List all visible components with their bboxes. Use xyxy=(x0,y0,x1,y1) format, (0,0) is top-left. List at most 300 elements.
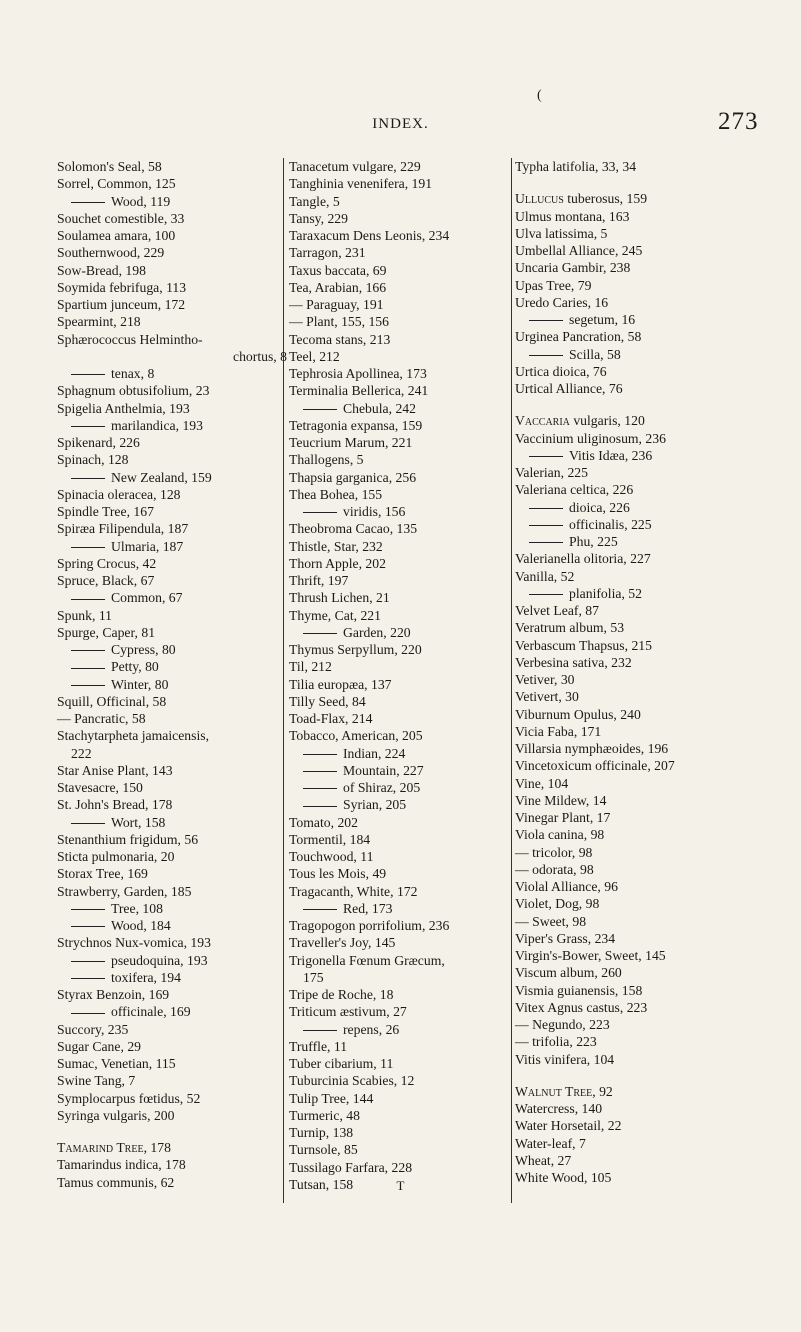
index-entry xyxy=(57,1055,287,1072)
entry-text: tenax, 8 xyxy=(111,366,155,381)
entry-text: Teel, 212 xyxy=(289,348,340,364)
entry-text: — Sweet, 98 xyxy=(515,913,587,929)
entry-text: Thorn Apple, 202 xyxy=(289,555,386,571)
entry-text: Ulva latissima, 5 xyxy=(515,225,608,241)
index-entry xyxy=(289,417,517,434)
entry-text: viridis, 156 xyxy=(343,504,406,519)
index-entry xyxy=(57,607,287,624)
ditto-dash xyxy=(71,685,105,686)
entry-text: Red, 173 xyxy=(343,900,393,916)
index-entry xyxy=(57,227,287,244)
entry-text: Watercress, 140 xyxy=(515,1101,603,1116)
entry-text: Spindle Tree, 167 xyxy=(57,504,154,519)
index-entry xyxy=(289,969,517,986)
ditto-dash xyxy=(303,909,337,910)
entry-text: officinale, 169 xyxy=(111,1004,191,1020)
entry-text: Tecoma stans, 213 xyxy=(289,331,391,347)
index-entry xyxy=(515,1100,745,1117)
entry-text: Spiræa Filipendula, 187 xyxy=(57,521,189,537)
entry-text: Spartium junceum, 172 xyxy=(57,297,186,312)
index-entry xyxy=(289,520,517,537)
entry-text: Common, 67 xyxy=(111,590,183,606)
entry-text: Ulmus montana, 163 xyxy=(515,208,630,224)
index-entry xyxy=(57,624,287,641)
page-mark: ( xyxy=(537,88,542,103)
index-entry xyxy=(515,1117,745,1134)
index-entry xyxy=(515,412,745,429)
entry-text: Squill, Officinal, 58 xyxy=(57,693,167,709)
entry-text: Tree, 108 xyxy=(111,900,163,916)
ditto-dash xyxy=(303,806,337,807)
ditto-dash xyxy=(71,961,105,962)
entry-text: Teucrium Marum, 221 xyxy=(289,435,413,450)
index-entry xyxy=(289,952,517,969)
ditto-dash xyxy=(71,202,105,203)
index-entry xyxy=(57,1003,287,1020)
index-entry xyxy=(57,969,287,986)
entry-text: Uncaria Gambir, 238 xyxy=(515,260,631,276)
index-entry xyxy=(289,262,517,279)
index-entry xyxy=(57,1090,287,1107)
entry-text: Valerian, 225 xyxy=(515,465,588,480)
entry-text: Terminalia Bellerica, 241 xyxy=(289,383,429,399)
index-entry xyxy=(57,279,287,296)
index-entry xyxy=(57,727,287,744)
index-entry xyxy=(515,190,745,207)
ditto-dash xyxy=(303,1030,337,1031)
index-entry xyxy=(515,225,745,242)
index-entry xyxy=(57,365,287,382)
ditto-dash xyxy=(529,525,563,526)
index-entry xyxy=(57,693,287,710)
entry-text: Tilly Seed, 84 xyxy=(289,693,366,709)
entry-text: Vismia guianensis, 158 xyxy=(515,982,643,998)
index-entry xyxy=(515,964,745,981)
index-entry xyxy=(289,296,517,313)
entry-text: Verbesina sativa, 232 xyxy=(515,654,632,670)
index-entry xyxy=(57,193,287,210)
index-entry xyxy=(57,313,287,330)
index-entry xyxy=(515,809,745,826)
index-entry xyxy=(289,727,517,744)
index-entry xyxy=(57,244,287,261)
index-entry xyxy=(57,175,287,192)
index-entry xyxy=(57,779,287,796)
entry-text: Traveller's Joy, 145 xyxy=(289,935,396,951)
index-entry xyxy=(57,348,287,365)
entry-text: Tanghinia venenifera, 191 xyxy=(289,176,433,192)
index-entry xyxy=(57,1038,287,1055)
ditto-dash xyxy=(71,650,105,651)
index-entry xyxy=(289,193,517,210)
entry-text: Spinach, 128 xyxy=(57,452,129,468)
index-entry xyxy=(289,313,517,330)
index-entry xyxy=(289,986,517,1003)
entry-text: Spigelia Anthelmia, 193 xyxy=(57,400,190,416)
entry-text: Triticum æstivum, 27 xyxy=(289,1004,407,1020)
ditto-dash xyxy=(71,823,105,824)
index-entry xyxy=(289,365,517,382)
entry-text: , 92 xyxy=(592,1083,613,1099)
entry-text: marilandica, 193 xyxy=(111,417,203,433)
index-entry xyxy=(515,895,745,912)
entry-text: Tous les Mois, 49 xyxy=(289,866,387,882)
entry-text: Turnip, 138 xyxy=(289,1125,354,1140)
index-entry xyxy=(289,624,517,641)
index-entry xyxy=(57,486,287,503)
index-entry xyxy=(289,227,517,244)
index-entry xyxy=(289,710,517,727)
entry-text: Turnsole, 85 xyxy=(289,1142,358,1158)
ditto-dash xyxy=(71,599,105,600)
entry-text: Thrift, 197 xyxy=(289,573,349,588)
ditto-dash xyxy=(71,374,105,375)
entry-text: Mountain, 227 xyxy=(343,762,424,778)
index-entry xyxy=(515,294,745,311)
entry-text: Ulmaria, 187 xyxy=(111,538,184,554)
page-title: INDEX. xyxy=(372,116,429,132)
index-entry xyxy=(57,883,287,900)
ditto-dash xyxy=(303,771,337,772)
entry-text: Vine, 104 xyxy=(515,775,569,791)
entry-text: Tarragon, 231 xyxy=(289,245,366,261)
entry-text: Sow-Bread, 198 xyxy=(57,262,146,278)
index-entry xyxy=(57,538,287,555)
entry-text: St. John's Bread, 178 xyxy=(57,797,173,813)
index-entry xyxy=(289,572,517,589)
index-entry xyxy=(289,1141,517,1158)
entry-text: Sugar Cane, 29 xyxy=(57,1038,142,1054)
entry-text: Thyme, Cat, 221 xyxy=(289,607,381,623)
entry-text: Trigonella Fœnum Græcum, xyxy=(289,952,445,968)
index-entry xyxy=(57,382,287,399)
entry-text: Veratrum album, 53 xyxy=(515,620,625,636)
index-entry xyxy=(289,865,517,882)
ditto-dash xyxy=(529,320,563,321)
entry-text: Vinegar Plant, 17 xyxy=(515,810,611,825)
index-entry xyxy=(289,658,517,675)
index-entry xyxy=(57,400,287,417)
entry-text: Wheat, 27 xyxy=(515,1152,572,1168)
index-entry xyxy=(289,848,517,865)
entry-text: Thrush Lichen, 21 xyxy=(289,590,390,606)
entry-text: Sphærococcus Helmintho- xyxy=(57,331,203,347)
entry-text: Tripe de Roche, 18 xyxy=(289,987,394,1002)
entry-text: Tea, Arabian, 166 xyxy=(289,279,387,295)
index-entry xyxy=(289,814,517,831)
entry-text: Phu, 225 xyxy=(569,534,618,549)
index-entry xyxy=(289,469,517,486)
entry-text: Sphagnum obtusifolium, 23 xyxy=(57,383,210,399)
index-entry xyxy=(515,328,745,345)
entry-text: Syringa vulgaris, 200 xyxy=(57,1107,175,1123)
index-entry xyxy=(515,826,745,843)
entry-text: Violal Alliance, 96 xyxy=(515,879,618,894)
ditto-dash xyxy=(303,754,337,755)
entry-text: Sumac, Venetian, 115 xyxy=(57,1056,176,1071)
index-entry xyxy=(515,568,745,585)
entry-text: Urginea Pancration, 58 xyxy=(515,329,642,345)
entry-text: Winter, 80 xyxy=(111,676,169,692)
index-entry xyxy=(289,503,517,520)
index-entry xyxy=(57,331,287,348)
entry-text: Umbellal Alliance, 245 xyxy=(515,243,643,258)
index-entry xyxy=(515,637,745,654)
index-entry xyxy=(515,277,745,294)
entry-text: Indian, 224 xyxy=(343,745,406,761)
index-entry xyxy=(57,641,287,658)
entry-text: of Shiraz, 205 xyxy=(343,780,421,795)
entry-text: Til, 212 xyxy=(289,659,332,675)
index-entry xyxy=(289,589,517,606)
entry-text: Thymus Serpyllum, 220 xyxy=(289,642,422,657)
ditto-dash xyxy=(529,456,563,457)
index-entry xyxy=(515,533,745,550)
entry-text: Tomato, 202 xyxy=(289,814,358,830)
index-entry xyxy=(515,481,745,498)
entry-text: Tansy, 229 xyxy=(289,210,348,226)
entry-text: Sorrel, Common, 125 xyxy=(57,176,176,192)
entry-text: Tobacco, American, 205 xyxy=(289,728,423,744)
entry-text: Spikenard, 226 xyxy=(57,435,140,450)
index-entry xyxy=(515,602,745,619)
entry-text: Viola canina, 98 xyxy=(515,827,605,843)
entry-text: — Plant, 155, 156 xyxy=(289,314,389,330)
index-entry xyxy=(57,900,287,917)
index-entry xyxy=(57,520,287,537)
index-entry xyxy=(289,331,517,348)
index-entry xyxy=(289,745,517,762)
index-entry xyxy=(515,999,745,1016)
entry-text: Tormentil, 184 xyxy=(289,831,371,847)
index-entry xyxy=(289,175,517,192)
index-entry xyxy=(515,585,745,602)
entry-text: Taxus baccata, 69 xyxy=(289,262,387,278)
entry-text: Vicia Faba, 171 xyxy=(515,723,602,739)
index-entry xyxy=(515,158,745,175)
entry-text: Styrax Benzoin, 169 xyxy=(57,987,170,1002)
index-entry xyxy=(57,1139,287,1156)
entry-text: Tilia europæa, 137 xyxy=(289,676,392,692)
entry-text: tuberosus, 159 xyxy=(563,191,648,207)
entry-text: Water-leaf, 7 xyxy=(515,1135,586,1151)
entry-text: officinalis, 225 xyxy=(569,516,652,532)
index-entry xyxy=(57,917,287,934)
entry-text: Truffle, 11 xyxy=(289,1038,348,1054)
index-entry xyxy=(515,947,745,964)
index-column-1 xyxy=(57,158,287,1191)
entry-text: Vitis vinifera, 104 xyxy=(515,1051,615,1067)
entry-text: Scilla, 58 xyxy=(569,346,621,362)
index-entry xyxy=(289,158,517,175)
entry-text: Thallogens, 5 xyxy=(289,452,364,468)
entry-text: Soulamea amara, 100 xyxy=(57,228,176,243)
entry-text: Valerianella olitoria, 227 xyxy=(515,551,651,567)
index-entry xyxy=(57,451,287,468)
index-entry xyxy=(57,865,287,882)
entry-text: Thapsia garganica, 256 xyxy=(289,469,417,485)
ditto-dash xyxy=(71,1013,105,1014)
index-entry xyxy=(289,1159,517,1176)
ditto-dash xyxy=(71,668,105,669)
index-entry xyxy=(57,158,287,175)
ditto-dash xyxy=(71,547,105,548)
entry-text: Tamus communis, 62 xyxy=(57,1174,175,1190)
index-entry xyxy=(515,363,745,380)
entry-text: Tangle, 5 xyxy=(289,193,340,209)
ditto-dash xyxy=(71,926,105,927)
index-entry xyxy=(57,814,287,831)
entry-text: Vine Mildew, 14 xyxy=(515,792,607,808)
entry-text: Garden, 220 xyxy=(343,624,411,640)
index-entry xyxy=(289,555,517,572)
entry-text: Stavesacre, 150 xyxy=(57,780,143,795)
index-entry xyxy=(57,434,287,451)
entry-text: Touchwood, 11 xyxy=(289,849,374,864)
index-entry xyxy=(289,641,517,658)
entry-text: Strychnos Nux-vomica, 193 xyxy=(57,935,211,951)
entry-text: Spruce, Black, 67 xyxy=(57,573,155,588)
entry-text: Spearmint, 218 xyxy=(57,314,141,330)
index-entry xyxy=(515,844,745,861)
index-entry xyxy=(515,346,745,363)
index-entry xyxy=(57,1021,287,1038)
ditto-dash xyxy=(529,355,563,356)
index-entry xyxy=(57,658,287,675)
index-column-2 xyxy=(289,158,517,1193)
entry-text: Wood, 119 xyxy=(111,193,171,209)
index-entry xyxy=(57,745,287,762)
entry-text: , 178 xyxy=(143,1140,171,1155)
entry-text: Water Horsetail, 22 xyxy=(515,1118,622,1134)
entry-text: Vitis Idæa, 236 xyxy=(569,447,653,463)
ditto-dash xyxy=(529,594,563,595)
index-entry xyxy=(289,676,517,693)
entry-text: Swine Tang, 7 xyxy=(57,1073,136,1089)
entry-text: Urtical Alliance, 76 xyxy=(515,381,623,396)
entry-heading: Tamarind Tree xyxy=(57,1140,144,1155)
index-entry xyxy=(515,1152,745,1169)
entry-text: Syrian, 205 xyxy=(343,797,407,813)
entry-text: toxifera, 194 xyxy=(111,969,181,985)
signature-mark: T xyxy=(396,1178,405,1193)
entry-text: Spunk, 11 xyxy=(57,607,113,623)
ditto-dash xyxy=(303,788,337,789)
index-entry xyxy=(289,434,517,451)
index-entry xyxy=(515,1016,745,1033)
entry-text: Cypress, 80 xyxy=(111,642,176,657)
entry-heading: Vaccaria xyxy=(515,413,570,429)
entry-text: Spinacia oleracea, 128 xyxy=(57,486,181,502)
index-entry xyxy=(515,740,745,757)
index-entry xyxy=(289,486,517,503)
index-entry xyxy=(289,883,517,900)
entry-text: Tuber cibarium, 11 xyxy=(289,1056,394,1071)
index-entry xyxy=(57,710,287,727)
index-entry xyxy=(515,861,745,878)
index-entry xyxy=(515,913,745,930)
index-entry xyxy=(57,589,287,606)
index-entry xyxy=(515,688,745,705)
index-entry xyxy=(57,1072,287,1089)
index-entry xyxy=(289,382,517,399)
index-entry xyxy=(57,210,287,227)
entry-text: Verbascum Thapsus, 215 xyxy=(515,637,652,653)
index-entry xyxy=(57,762,287,779)
entry-heading: Ullucus xyxy=(515,191,564,207)
index-entry xyxy=(515,619,745,636)
index-entry xyxy=(289,900,517,917)
entry-text: New Zealand, 159 xyxy=(111,469,212,485)
index-entry xyxy=(515,878,745,895)
index-entry xyxy=(515,464,745,481)
ditto-dash xyxy=(303,512,337,513)
entry-text: — odorata, 98 xyxy=(515,861,594,877)
index-entry xyxy=(289,210,517,227)
entry-text: Urtica dioica, 76 xyxy=(515,363,607,379)
index-entry xyxy=(289,1107,517,1124)
entry-text: pseudoquina, 193 xyxy=(111,952,208,968)
index-entry xyxy=(289,917,517,934)
entry-text: Viscum album, 260 xyxy=(515,965,622,981)
index-entry xyxy=(57,503,287,520)
index-entry xyxy=(57,676,287,693)
entry-text: Chebula, 242 xyxy=(343,400,416,416)
entry-text: Tetragonia expansa, 159 xyxy=(289,417,423,433)
entry-text: 222 xyxy=(71,745,92,761)
entry-text: Vincetoxicum officinale, 207 xyxy=(515,758,675,774)
entry-text: Solomon's Seal, 58 xyxy=(57,159,162,174)
index-entry xyxy=(289,451,517,468)
index-entry xyxy=(515,775,745,792)
index-entry xyxy=(289,1038,517,1055)
entry-text: Upas Tree, 79 xyxy=(515,277,592,293)
index-entry xyxy=(515,550,745,567)
index-entry xyxy=(515,723,745,740)
entry-text: Villarsia nymphæoides, 196 xyxy=(515,741,669,756)
entry-text: Tragopogon porrifolium, 236 xyxy=(289,918,450,933)
entry-text: Stenanthium frigidum, 56 xyxy=(57,831,199,847)
index-entry xyxy=(289,607,517,624)
entry-text: Tulip Tree, 144 xyxy=(289,1090,374,1106)
ditto-dash xyxy=(71,478,105,479)
entry-text: repens, 26 xyxy=(343,1021,400,1037)
index-entry xyxy=(515,1083,745,1100)
index-entry xyxy=(289,693,517,710)
entry-text: chortus, 8 xyxy=(233,348,287,364)
entry-text: planifolia, 52 xyxy=(569,585,642,601)
entry-text: Virgin's-Bower, Sweet, 145 xyxy=(515,948,666,963)
entry-text: — Pancratic, 58 xyxy=(57,711,146,726)
ditto-dash xyxy=(529,508,563,509)
index-entry xyxy=(515,654,745,671)
entry-text: — Paraguay, 191 xyxy=(289,297,384,312)
entry-text: Storax Tree, 169 xyxy=(57,866,148,882)
entry-text: Violet, Dog, 98 xyxy=(515,896,600,912)
entry-text: Tephrosia Apollinea, 173 xyxy=(289,366,427,381)
index-entry xyxy=(289,1021,517,1038)
entry-text: Succory, 235 xyxy=(57,1021,129,1037)
index-entry xyxy=(57,417,287,434)
index-entry xyxy=(515,311,745,328)
index-entry xyxy=(515,1051,745,1068)
entry-text: Thistle, Star, 232 xyxy=(289,538,383,554)
entry-text: Wort, 158 xyxy=(111,814,166,830)
index-entry xyxy=(515,516,745,533)
index-entry xyxy=(57,1156,287,1173)
index-entry xyxy=(57,986,287,1003)
entry-text: Petty, 80 xyxy=(111,659,159,675)
